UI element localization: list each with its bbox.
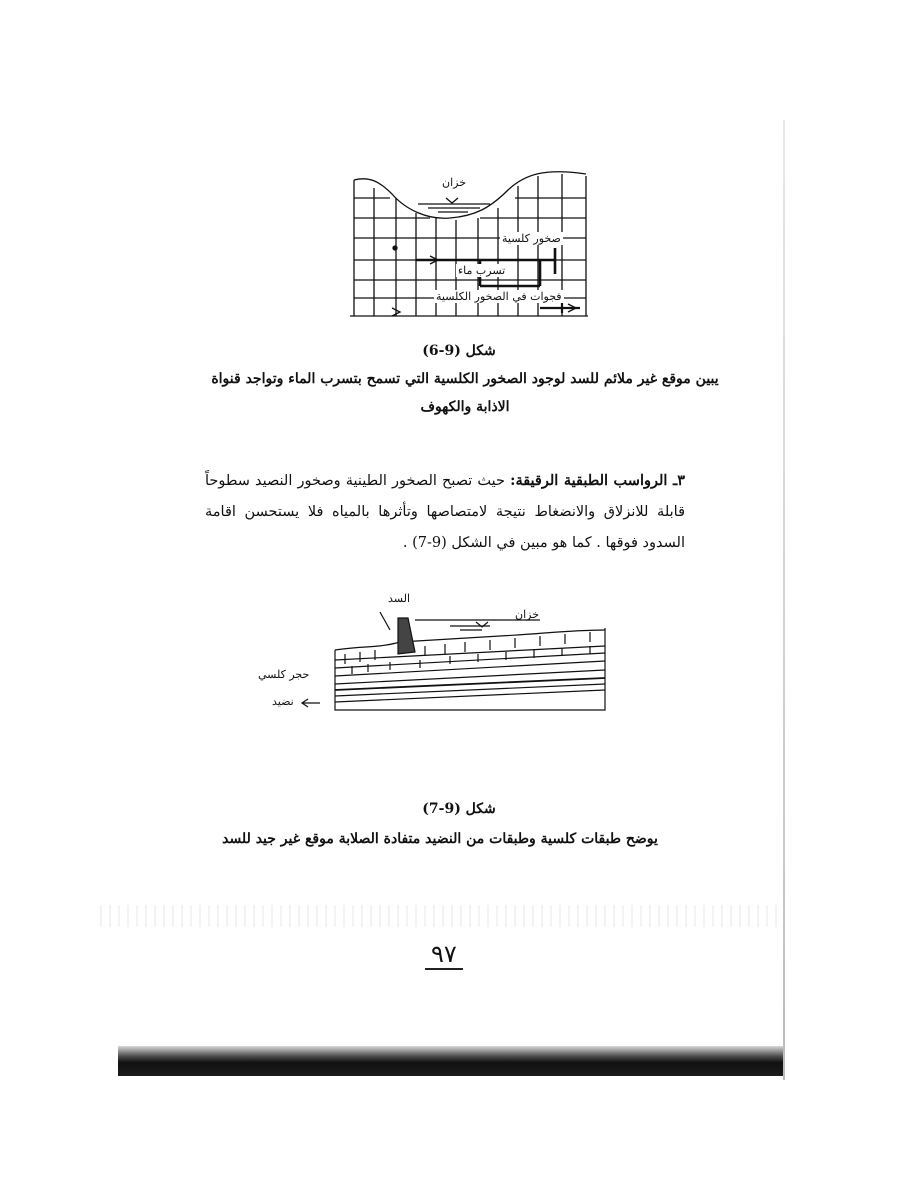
figure-9-6-caption-line-2: الاذابة والكهوف: [420, 399, 510, 415]
label-dam: السد: [388, 592, 410, 605]
label-shale: نضيد: [272, 695, 294, 708]
figure-9-7: [250, 590, 630, 720]
label-reservoir-2: خزان: [515, 608, 540, 621]
label-cavities: فجوات في الصخور الكلسية: [436, 290, 562, 303]
body-paragraph: [205, 465, 685, 559]
label-limestone: صخور كلسية: [502, 232, 561, 245]
scan-edge-bar: [118, 1046, 783, 1076]
scan-artifact: [100, 905, 780, 927]
paragraph-body: حيث تصبح الصخور الطينية وصخور النصيد سطوحاً قابلة للانزلاق والانضغاط نتيجة لامتصاصها وتأثرها بالمياه فلا يستحسن اقامة السدود فوقها . كما هو مبين في الشكل (9-7) .: [205, 473, 685, 551]
paragraph-lead: ٣ـ الرواسب الطبقية الرقيقة:: [510, 472, 685, 489]
label-reservoir: خزان: [442, 176, 467, 189]
figure-9-6-caption-line-1: يبين موقع غير ملائم للسد لوجود الصخور الكلسية التي تسمح بتسرب الماء وتواجد قنواة: [211, 371, 719, 387]
label-seepage: تسرب ماء: [458, 264, 506, 277]
page-edge: [783, 120, 785, 1080]
figure-9-6: [340, 168, 600, 328]
label-limestone-2: حجر كلسي: [258, 668, 310, 681]
figure-9-6-drawing: [340, 168, 600, 328]
figure-9-6-title: شكل (9-6): [422, 343, 496, 359]
figure-9-7-drawing: [250, 590, 630, 720]
page-number: ٩٧: [425, 940, 463, 970]
figure-9-7-title: شكل (9-7): [422, 801, 496, 817]
figure-9-7-caption: يوضح طبقات كلسية وطبقات من النضيد متفادة الصلابة موقع غير جيد للسد: [222, 831, 658, 847]
